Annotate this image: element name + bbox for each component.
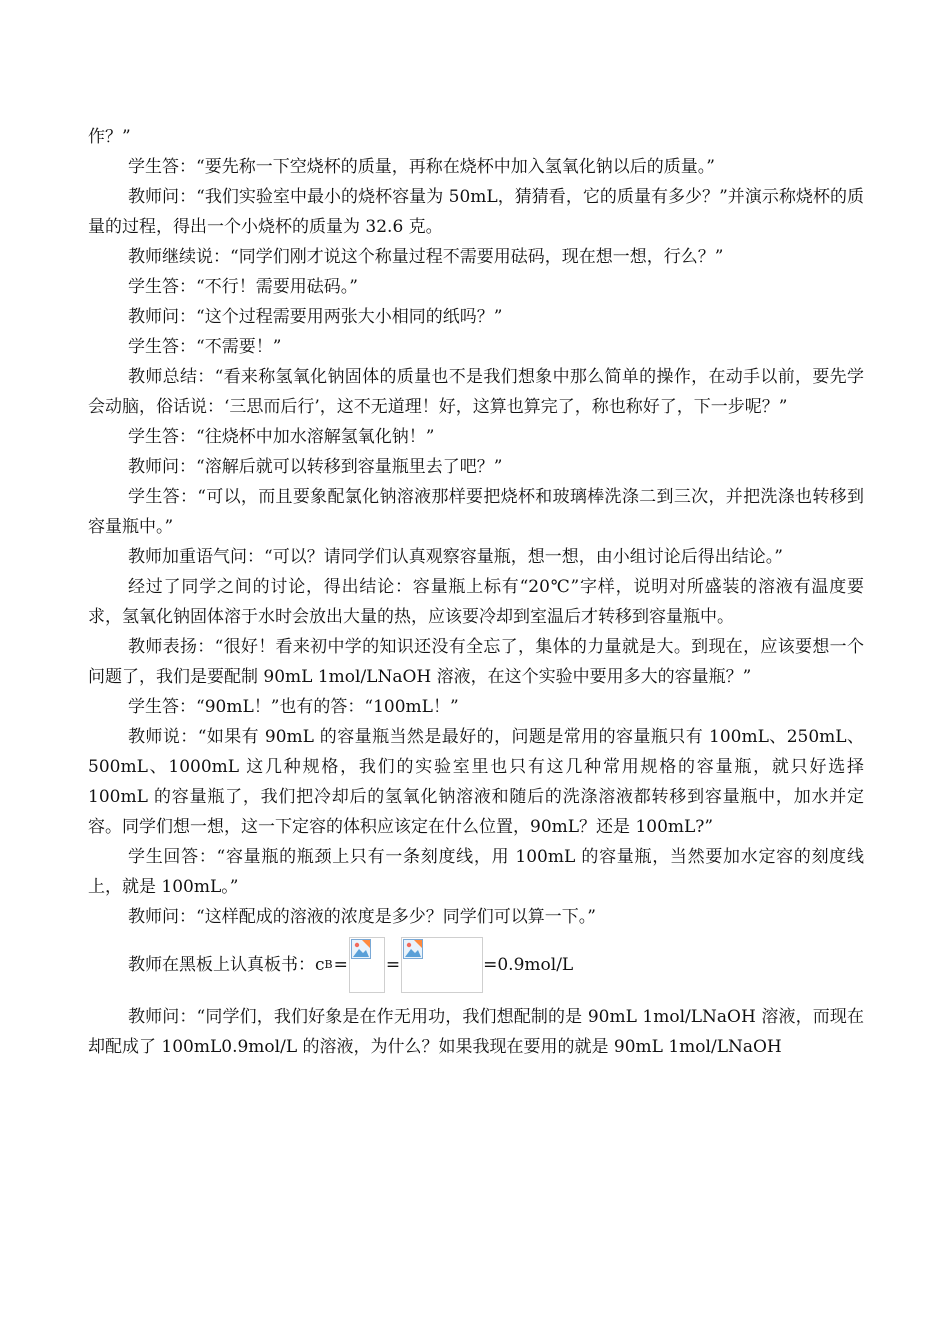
- paragraph: 学生答：“要先称一下空烧杯的质量，再称在烧杯中加入氢氧化钠以后的质量。”: [128, 157, 715, 177]
- paragraph: 学生答：“可以，而且要象配氯化钠溶液那样要把烧杯和玻璃棒洗涤二到三次，并把洗涤也转移到容量瓶中。”: [88, 487, 864, 537]
- equals-sign: =: [385, 955, 401, 975]
- board-formula: 教师在黑板上认真板书：c B = = =0.9mol/L: [88, 934, 864, 996]
- paragraph: 经过了同学之间的讨论，得出结论：容量瓶上标有“20℃”字样，说明对所盛装的溶液有温度要求，氢氧化钠固体溶于水时会放出大量的热，应该要冷却到室温后才转移到容量瓶中。: [88, 577, 864, 627]
- paragraph: 学生答：“不需要！”: [128, 337, 282, 357]
- paragraph: 教师问：“我们实验室中最小的烧杯容量为 50mL，猜猜看，它的质量有多少？”并演示称烧杯的质量的过程，得出一个小烧杯的质量为 32.6 克。: [88, 187, 864, 237]
- broken-image-icon: [351, 939, 371, 959]
- board-prefix: 教师在黑板上认真板书：c: [128, 955, 325, 975]
- paragraph: 学生答：“往烧杯中加水溶解氢氧化钠！”: [128, 427, 435, 447]
- paragraph: 教师表扬：“很好！看来初中学的知识还没有全忘了，集体的力量就是大。到现在，应该要想一个问题了，我们是要配制 90mL 1mol/LNaOH 溶液，在这个实验中要用多大的容量瓶？”: [88, 637, 864, 687]
- paragraph: 学生答：“90mL！”也有的答：“100mL！”: [128, 697, 459, 717]
- broken-image-icon: [403, 939, 423, 959]
- paragraph: 教师问：“溶解后就可以转移到容量瓶里去了吧？”: [128, 457, 503, 477]
- formula-image-placeholder: [349, 937, 385, 993]
- document-page: [88, 122, 864, 1062]
- paragraph: 学生答：“不行！需要用砝码。”: [128, 277, 358, 297]
- paragraphs-top: [88, 122, 864, 932]
- paragraph: 教师问：“同学们，我们好象是在作无用功，我们想配制的是 90mL 1mol/LNaOH 溶液，而现在却配成了 100mL0.9mol/L 的溶液，为什么？如果我现在要用的就是 90mL 1mol/LNaOH: [88, 1007, 864, 1057]
- paragraph: 教师问：“这样配成的溶液的浓度是多少？同学们可以算一下。”: [128, 907, 596, 927]
- equals-sign: =: [333, 955, 348, 975]
- paragraph: 作？”: [88, 127, 131, 147]
- paragraph: 教师加重语气问：“可以？请同学们认真观察容量瓶，想一想，由小组讨论后得出结论。”: [128, 547, 783, 567]
- paragraphs-bottom: [88, 1002, 864, 1062]
- paragraph: 教师说：“如果有 90mL 的容量瓶当然是最好的，问题是常用的容量瓶只有 100mL、250mL、500mL、1000mL 这几种规格，我们的实验室里也只有这几种常用规格的容量瓶，就只好选择 100mL 的容量瓶了，我们把冷却后的氢氧化钠溶液和随后的洗涤溶液都转移到容量瓶中，加水并定容。同学们想一想，这一下定容的体积应该定在什么位置，90mL？还是 100mL?”: [88, 727, 864, 837]
- board-result: =0.9mol/L: [483, 955, 574, 975]
- paragraph: 教师问：“这个过程需要用两张大小相同的纸吗？”: [128, 307, 503, 327]
- paragraph: 教师总结：“看来称氢氧化钠固体的质量也不是我们想象中那么简单的操作，在动手以前，要先学会动脑，俗话说：‘三思而后行’，这不无道理！好，这算也算完了，称也称好了，下一步呢？”: [88, 367, 864, 417]
- formula-image-placeholder: [401, 937, 483, 993]
- paragraph: 教师继续说：“同学们刚才说这个称量过程不需要用砝码，现在想一想，行么？”: [128, 247, 724, 267]
- paragraph: 学生回答：“容量瓶的瓶颈上只有一条刻度线，用 100mL 的容量瓶，当然要加水定容的刻度线上，就是 100mL。”: [88, 847, 864, 897]
